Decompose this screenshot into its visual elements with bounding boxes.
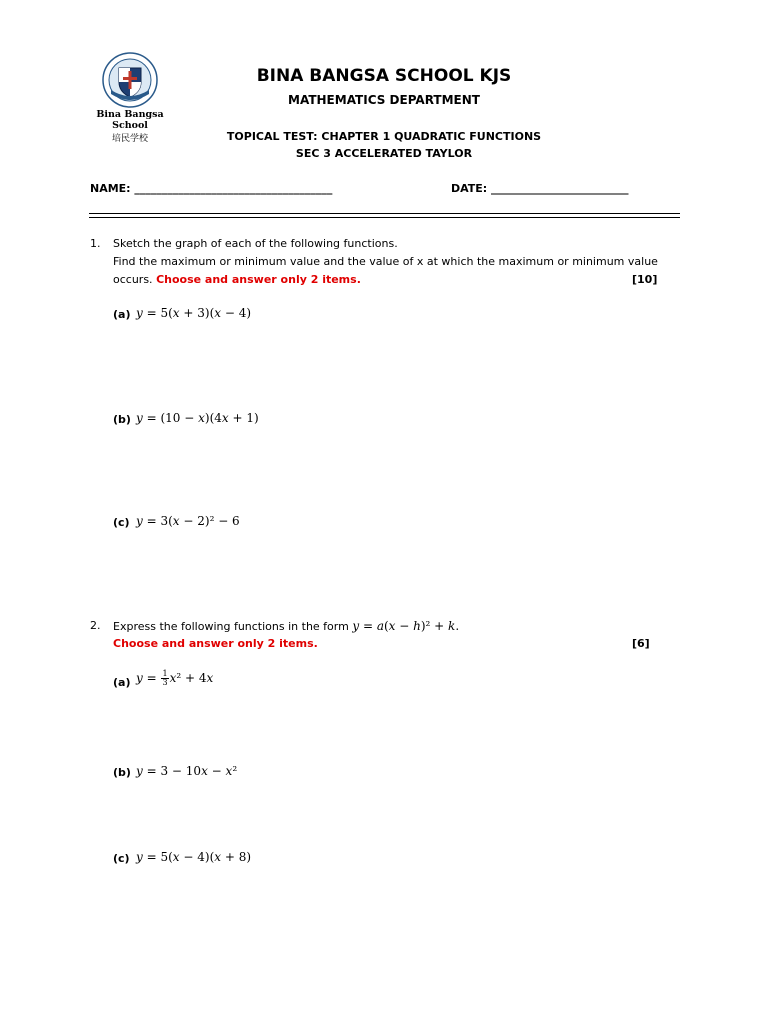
- q1-marks: [10]: [632, 273, 658, 286]
- q1-item-c-expr: y = 3(x − 2)² − 6: [136, 514, 240, 528]
- q1-number: 1.: [90, 237, 101, 250]
- q2-line1: Express the following functions in the form: [113, 620, 349, 633]
- q1-item-b-label: (b): [113, 413, 131, 426]
- date-field[interactable]: DATE: _________________________: [451, 182, 629, 195]
- q1-item-c-label: (c): [113, 516, 130, 529]
- q2-item-b-label: (b): [113, 766, 131, 779]
- header-divider-top: [89, 213, 680, 214]
- q1-item-b-expr: y = (10 − x)(4x + 1): [136, 411, 259, 425]
- q1-line3: occurs.: [113, 273, 153, 286]
- q2-form: y = a(x − h)² + k.: [352, 619, 460, 633]
- class-title: SEC 3 ACCELERATED TAYLOR: [295, 147, 473, 160]
- q2-item-c-expr: y = 5(x − 4)(x + 8): [136, 850, 252, 864]
- q2-instruction: Choose and answer only 2 items.: [113, 637, 318, 650]
- header-divider-bottom: [89, 217, 680, 218]
- q1-instruction: Choose and answer only 2 items.: [156, 273, 361, 286]
- fraction-one-third: $\frac{1}{3}$: [162, 669, 168, 687]
- q1-line3-wrap: [113, 273, 361, 286]
- name-field[interactable]: NAME: ____________________________________: [90, 182, 333, 195]
- q2-line1-wrap: [113, 619, 459, 633]
- q2-item-c-label: (c): [113, 852, 130, 865]
- q2-item-a-expr: y = $\frac{1}{3}$ x² + 4x: [136, 669, 214, 687]
- q1-line1: Sketch the graph of each of the following functions.: [113, 237, 398, 250]
- logo-chinese-name: 培民学校: [111, 134, 148, 144]
- q2-item-b-expr: y = 3 − 10x − x²: [136, 764, 238, 778]
- q1-item-a-expr: y = 5(x + 3)(x − 4): [136, 306, 252, 320]
- logo-school-name: Bina Bangsa School: [96, 109, 164, 131]
- test-title: TOPICAL TEST: CHAPTER 1 QUADRATIC FUNCTIONS: [226, 130, 542, 143]
- q2-marks: [6]: [632, 637, 650, 650]
- school-title: BINA BANGSA SCHOOL KJS: [256, 66, 512, 86]
- q2-item-a-label: (a): [113, 676, 131, 689]
- q1-line2: Find the maximum or minimum value and the value of x at which the maximum or minimum value: [113, 255, 658, 268]
- q1-item-a-label: (a): [113, 308, 131, 321]
- q2-number: 2.: [90, 619, 101, 632]
- department-title: MATHEMATICS DEPARTMENT: [288, 93, 480, 107]
